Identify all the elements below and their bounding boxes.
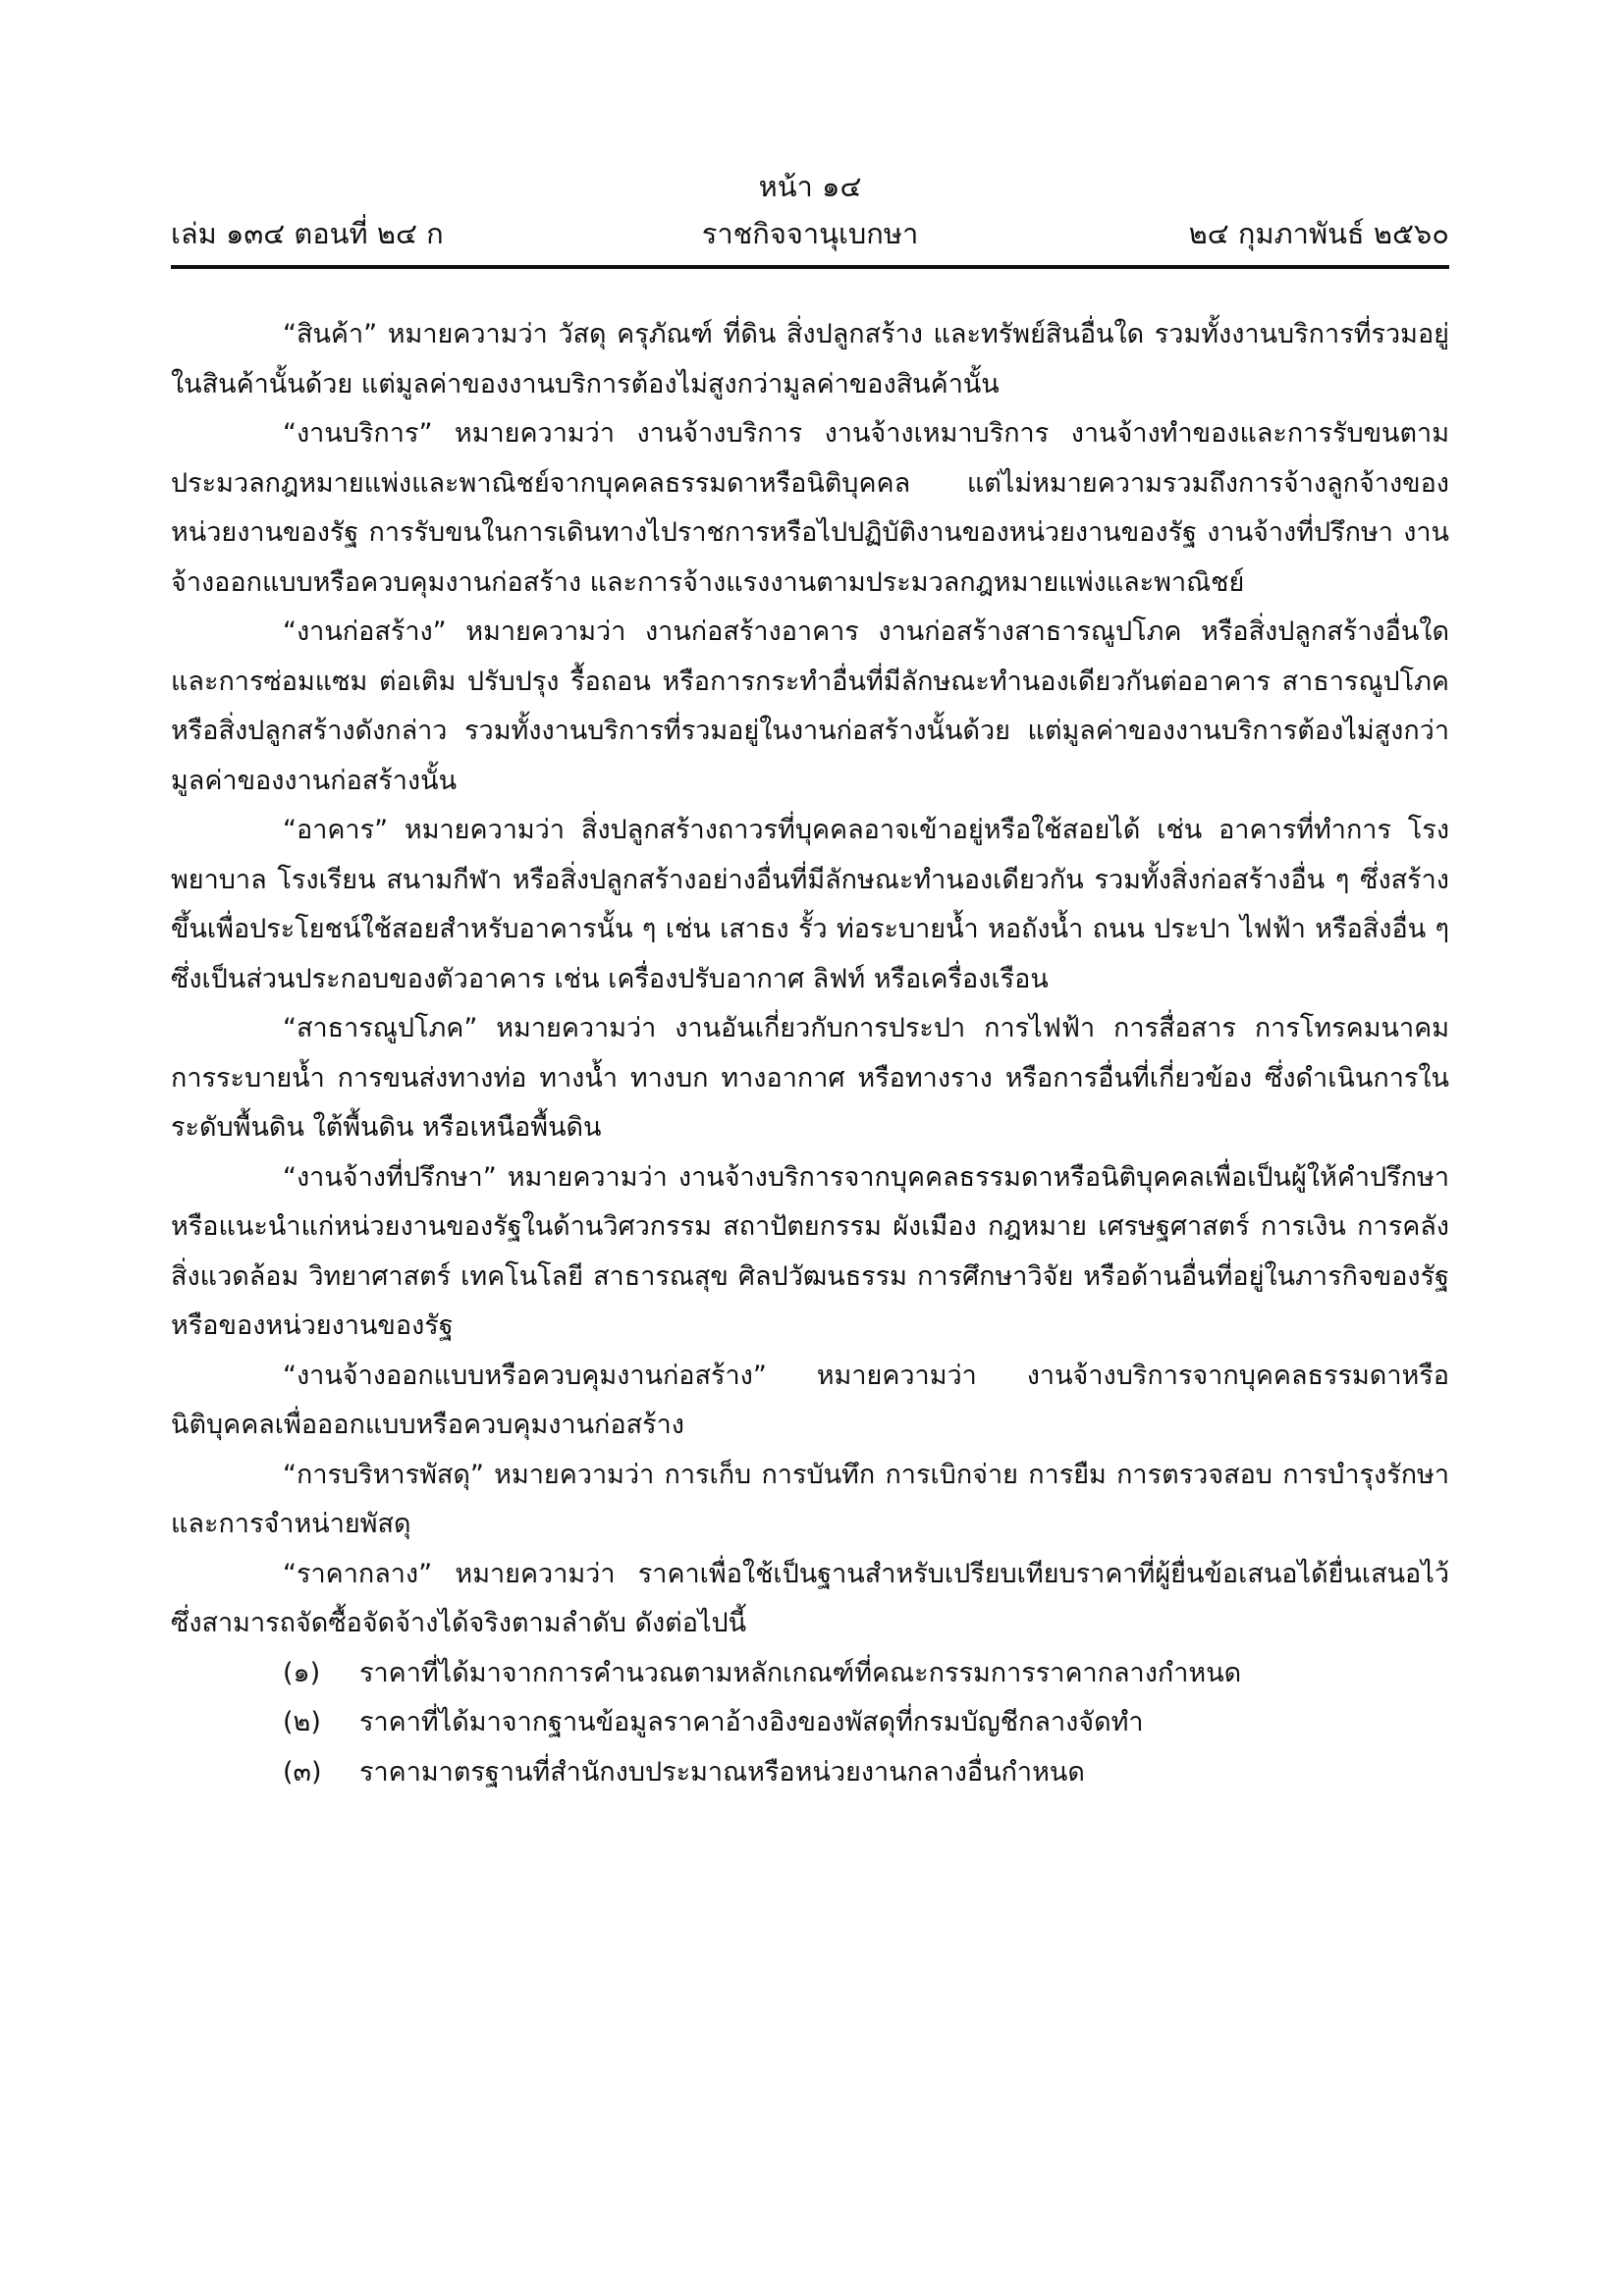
page-number: หน้า ๑๔ [758, 170, 862, 203]
list-item-text: ราคามาตรฐานที่สำนักงบประมาณหรือหน่วยงานกลางอื่นกำหนด [359, 1756, 1085, 1788]
definition-median-price: “ราคากลาง” หมายความว่า ราคาเพื่อใช้เป็นฐานสำหรับเปรียบเทียบราคาที่ผู้ยื่นข้อเสนอได้ยื่นเสนอไว้ซึ่งสามารถจัดซื้อจัดจ้างได้จริงตามลำดับ ดังต่อไปนี้ [171, 1558, 1449, 1638]
gazette-header [171, 214, 1449, 255]
volume-issue: เล่ม ๑๓๔ ตอนที่ ๒๔ ก [171, 217, 444, 250]
list-item-number: (๓) [283, 1756, 322, 1788]
definition-public-utilities: “สาธารณูปโภค” หมายความว่า งานอันเกี่ยวกับการประปา การไฟฟ้า การสื่อสาร การโทรคมนาคม การระบายน้ำ การขนส่งทางท่อ ทางน้ำ ทางบก ทางอากาศ หรือทางราง หรือการอื่นที่เกี่ยวข้อง ซึ่งดำเนินการในระดับพื้นดิน ใต้พื้นดิน หรือเหนือพื้นดิน [171, 1013, 1449, 1143]
list-item-number: (๒) [283, 1707, 321, 1737]
definition-services: “งานบริการ” หมายความว่า งานจ้างบริการ งานจ้างเหมาบริการ งานจ้างทำของและการรับขนตามประมวลกฎหมายแพ่งและพาณิชย์จากบุคคลธรรมดาหรือนิติบุคคล แต่ไม่หมายความรวมถึงการจ้างลูกจ้างของหน่วยงานของรัฐ การรับขนในการเดินทางไปราชการหรือไปปฏิบัติงานของหน่วยงานของรัฐ งานจ้างที่ปรึกษา งานจ้างออกแบบหรือควบคุมงานก่อสร้าง และการจ้างแรงงานตามประมวลกฎหมายแพ่งและพาณิชย์ [171, 418, 1449, 598]
definition-building: “อาคาร” หมายความว่า สิ่งปลูกสร้างถาวรที่บุคคลอาจเข้าอยู่หรือใช้สอยได้ เช่น อาคารที่ทำการ โรงพยาบาล โรงเรียน สนามกีฬา หรือสิ่งปลูกสร้างอย่างอื่นที่มีลักษณะทำนองเดียวกัน รวมทั้งสิ่งก่อสร้างอื่น ๆ ซึ่งสร้างขึ้นเพื่อประโยชน์ใช้สอยสำหรับอาคารนั้น ๆ เช่น เสาธง รั้ว ท่อระบายน้ำ หอถังน้ำ ถนน ประปา ไฟฟ้า หรือสิ่งอื่น ๆ ซึ่งเป็นส่วนประกอบของตัวอาคาร เช่น เครื่องปรับอากาศ ลิฟท์ หรือเครื่องเรือน [171, 815, 1449, 994]
definition-consulting-work: “งานจ้างที่ปรึกษา” หมายความว่า งานจ้างบริการจากบุคคลธรรมดาหรือนิติบุคคลเพื่อเป็นผู้ให้คำปรึกษาหรือแนะนำแก่หน่วยงานของรัฐในด้านวิศวกรรม สถาปัตยกรรม ผังเมือง กฎหมาย เศรษฐศาสตร์ การเงิน การคลัง สิ่งแวดล้อม วิทยาศาสตร์ เทคโนโลยี สาธารณสุข ศิลปวัฒนธรรม การศึกษาวิจัย หรือด้านอื่นที่อยู่ในภารกิจของรัฐหรือของหน่วยงานของรัฐ [171, 1161, 1449, 1341]
list-item-text: ราคาที่ได้มาจากฐานข้อมูลราคาอ้างอิงของพัสดุที่กรมบัญชีกลางจัดทำ [359, 1707, 1144, 1737]
list-item-number: (๑) [283, 1657, 321, 1688]
definition-supplies-management: “การบริหารพัสดุ” หมายความว่า การเก็บ การบันทึก การเบิกจ่าย การยืม การตรวจสอบ การบำรุงรักษา และการจำหน่ายพัสดุ [171, 1459, 1449, 1539]
publication-title: ราชกิจจานุเบกษา [701, 217, 919, 250]
list-item [171, 1649, 1449, 1699]
list-item [171, 1698, 1449, 1748]
publication-date: ๒๔ กุมภาพันธ์ ๒๕๖๐ [1188, 217, 1449, 250]
document-body [171, 310, 1449, 1797]
definition-goods: “สินค้า” หมายความว่า วัสดุ ครุภัณฑ์ ที่ดิน สิ่งปลูกสร้าง และทรัพย์สินอื่นใด รวมทั้งงานบริการที่รวมอยู่ในสินค้านั้นด้วย แต่มูลค่าของงานบริการต้องไม่สูงกว่ามูลค่าของสินค้านั้น [171, 319, 1449, 400]
definition-construction-work: “งานก่อสร้าง” หมายความว่า งานก่อสร้างอาคาร งานก่อสร้างสาธารณูปโภค หรือสิ่งปลูกสร้างอื่นใด และการซ่อมแซม ต่อเติม ปรับปรุง รื้อถอน หรือการกระทำอื่นที่มีลักษณะทำนองเดียวกันต่ออาคาร สาธารณูปโภค หรือสิ่งปลูกสร้างดังกล่าว รวมทั้งงานบริการที่รวมอยู่ในงานก่อสร้างนั้นด้วย แต่มูลค่าของงานบริการต้องไม่สูงกว่ามูลค่าของงานก่อสร้างนั้น [171, 616, 1449, 796]
list-item [171, 1748, 1449, 1798]
definition-design-supervision-work: “งานจ้างออกแบบหรือควบคุมงานก่อสร้าง” หมายความว่า งานจ้างบริการจากบุคคลธรรมดาหรือนิติบุคคลเพื่อออกแบบหรือควบคุมงานก่อสร้าง [171, 1360, 1449, 1440]
list-item-text: ราคาที่ได้มาจากการคำนวณตามหลักเกณฑ์ที่คณะกรรมการราคากลางกำหนด [359, 1657, 1242, 1688]
header-divider [171, 265, 1449, 269]
